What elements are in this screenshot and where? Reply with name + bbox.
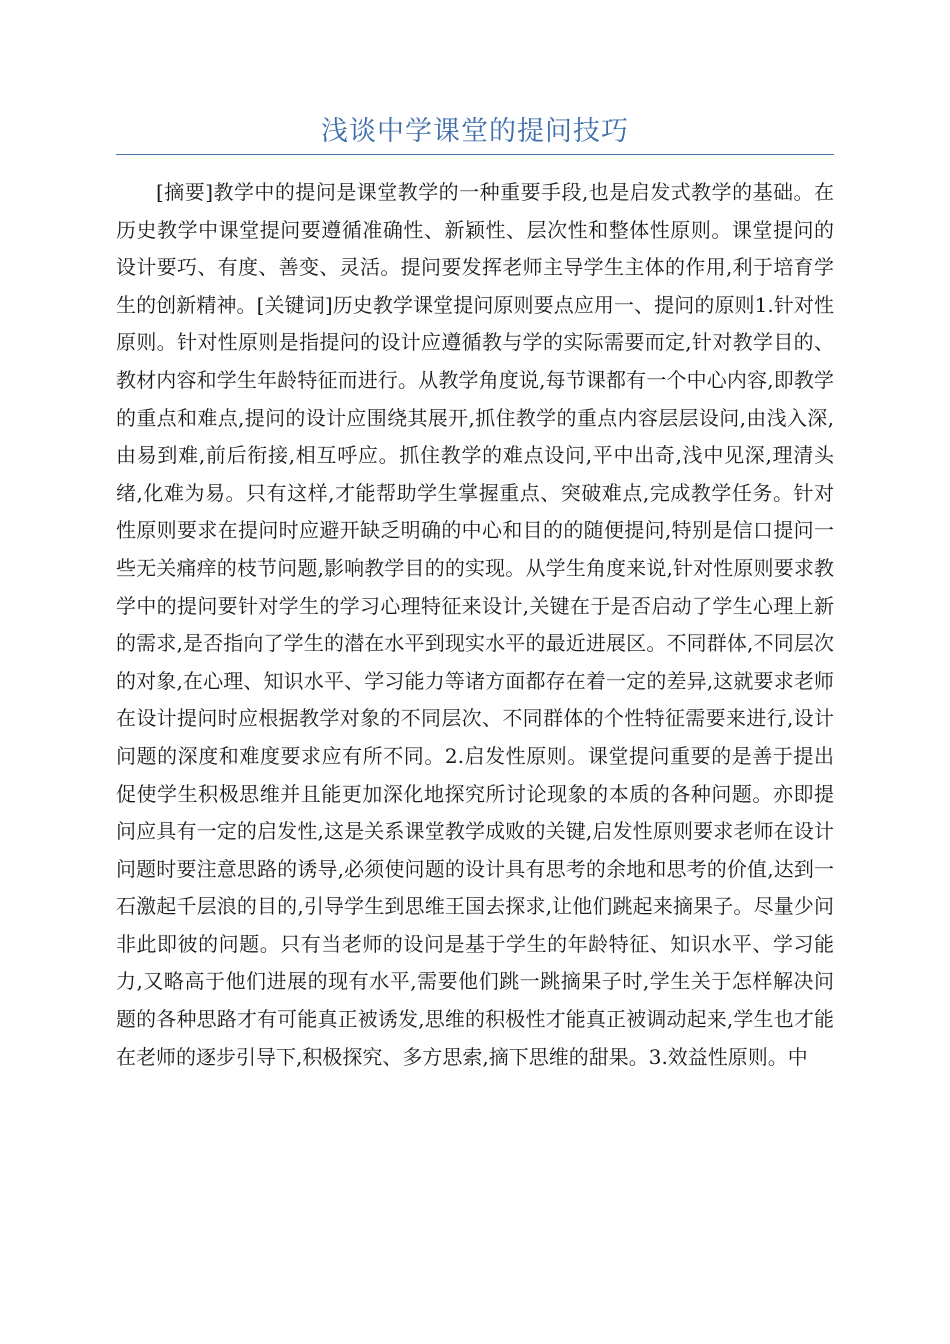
document-title: 浅谈中学课堂的提问技巧 (321, 116, 629, 147)
title-underline (116, 154, 834, 155)
document-body: [摘要]教学中的提问是课堂教学的一种重要手段,也是启发式教学的基础。在历史教学中课堂提问要遵循准确性、新颖性、层次性和整体性原则。课堂提问的设计要巧、有度、善变、灵活。提问要发挥老师主导学生主体的作用,利于培育学生的创新精神。[关键词]历史教学课堂提问原则要点应用一、提问的原则1.针对性原则。针对性原则是指提问的设计应遵循教与学的实际需要而定,针对教学目的、教材内容和学生年龄特征而进行。从教学角度说,每节课都有一个中心内容,即教学的重点和难点,提问的设计应围绕其展开,抓住教学的重点内容层层设问,由浅入深,由易到难,前后衔接,相互呼应。抓住教学的难点设问,平中出奇,浅中见深,理清头绪,化难为易。只有这样,才能帮助学生掌握重点、突破难点,完成教学任务。针对性原则要求在提问时应避开缺乏明确的中心和目的的随便提问,特别是信口提问一些无关痛痒的枝节问题,影响教学目的的实现。从学生角度来说,针对性原则要求教学中的提问要针对学生的学习心理特征来设计,关键在于是否启动了学生心理上新的需求,是否指向了学生的潜在水平到现实水平的最近进展区。不同群体,不同层次的对象,在心理、知识水平、学习能力等诸方面都存在着一定的差异,这就要求老师在设计提问时应根据教学对象的不同层次、不同群体的个性特征需要来进行,设计问题的深度和难度要求应有所不同。2.启发性原则。课堂提问重要的是善于提出促使学生积极思维并且能更加深化地探究所讨论现象的本质的各种问题。亦即提问应具有一定的启发性,这是关系课堂教学成败的关键,启发性原则要求老师在设计问题时要注意思路的诱导,必须使问题的设计具有思考的余地和思考的价值,达到一石激起千层浪的目的,引导学生到思维王国去探求,让他们跳起来摘果子。尽量少问非此即彼的问题。只有当老师的设问是基于学生的年龄特征、知识水平、学习能力,又略高于他们进展的现有水平,需要他们跳一跳摘果子时,学生关于怎样解决问题的各种思路才有可能真正被诱发,思维的积极性才能真正被调动起来,学生也才能在老师的逐步引导下,积极探究、多方思索,摘下思维的甜果。3.效益性原则。中 (116, 180, 834, 1069)
